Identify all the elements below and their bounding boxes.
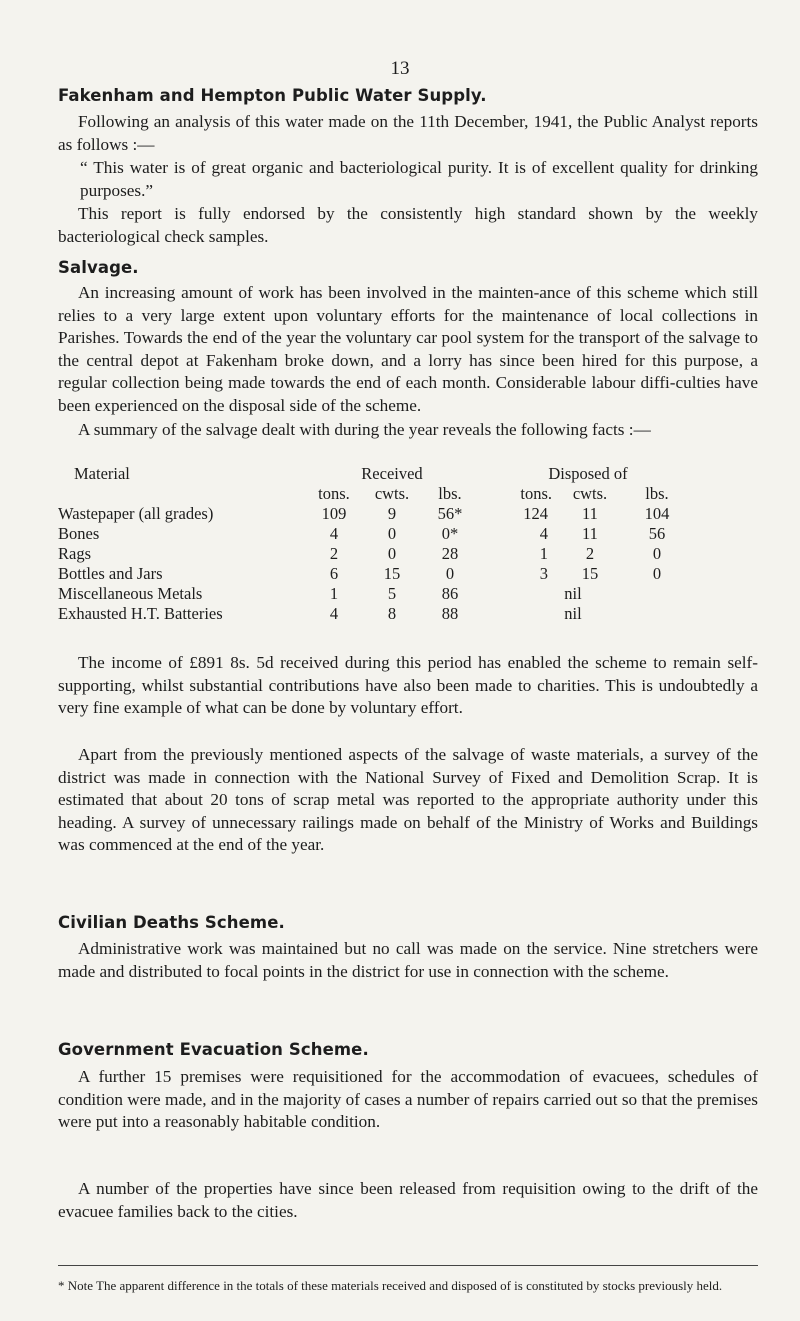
- disposed-cwts-cell: 11: [582, 524, 598, 543]
- received-tons-cell: 1: [329, 584, 339, 603]
- disposed-header: Disposed of: [548, 464, 628, 483]
- material-cell: Exhausted H.T. Batteries: [58, 604, 223, 623]
- disposed-lbs-cell: 0: [652, 544, 662, 563]
- disposed-nil-cell: nil: [564, 604, 582, 623]
- disposed-nil-cell: nil: [564, 584, 582, 603]
- received-lbs-cell: 0*: [441, 524, 459, 543]
- received-lbs-cell: 86: [441, 584, 459, 603]
- received-lbs-cell: 28: [441, 544, 459, 563]
- salvage-paragraph-2: A summary of the salvage dealt with during the year reveals the following facts :—: [78, 420, 651, 439]
- received-tons-cell: 4: [329, 524, 339, 543]
- salvage-paragraph-3: The income of £891 8s. 5d received during this period has enabled the scheme to remain self-supporting, whilst substantial contributions have also been made to charities. This is undoubtedly a very fine example of what can be done by voluntary effort.: [58, 653, 758, 718]
- received-lbs-cell: 0: [445, 564, 455, 583]
- unit-header: cwts.: [374, 484, 410, 503]
- water-supply-paragraph-2: This report is fully endorsed by the consistently high standard shown by the weekly bacteriological check samples.: [58, 204, 758, 246]
- footnote: * Note The apparent difference in the totals of these materials received and disposed of is constituted by stocks previously held.: [58, 1278, 723, 1293]
- disposed-tons-cell: 124: [523, 504, 548, 523]
- unit-header: cwts.: [572, 484, 608, 503]
- table-row: [58, 604, 696, 624]
- water-supply-paragraph-1: Following an analysis of this water made on the 11th December, 1941, the Public Analyst reports as follows :—: [58, 112, 758, 154]
- unit-header: tons.: [318, 484, 350, 503]
- material-cell: Rags: [58, 544, 91, 563]
- material-cell: Wastepaper (all grades): [58, 504, 214, 523]
- disposed-lbs-cell: 56: [648, 524, 666, 543]
- civilian-deaths-heading: Civilian Deaths Scheme.: [58, 913, 285, 932]
- disposed-tons-cell: 3: [539, 564, 548, 583]
- water-supply-heading: Fakenham and Hempton Public Water Supply.: [58, 86, 487, 105]
- evacuation-paragraph-2: A number of the properties have since been released from requisition owing to the drift of the evacuee families back to the cities.: [58, 1179, 758, 1221]
- disposed-cwts-cell: 15: [581, 564, 599, 583]
- material-cell: Bones: [58, 524, 100, 543]
- received-header: Received: [361, 464, 423, 483]
- footnote-divider: [58, 1265, 758, 1266]
- received-cwts-cell: 8: [387, 604, 397, 623]
- disposed-tons-cell: 1: [539, 544, 548, 563]
- received-cwts-cell: 0: [387, 544, 397, 563]
- unit-header: lbs.: [645, 484, 669, 503]
- disposed-cwts-cell: 11: [582, 504, 598, 523]
- page-number: 13: [390, 58, 410, 79]
- analyst-quote: “ This water is of great organic and bacteriological purity. It is of excellent quality for drinking purposes.”: [80, 158, 758, 200]
- evacuation-heading: Government Evacuation Scheme.: [58, 1040, 369, 1059]
- table-row: [58, 544, 696, 564]
- salvage-heading: Salvage.: [58, 258, 139, 277]
- disposed-lbs-cell: 104: [644, 504, 670, 523]
- salvage-paragraph-4: Apart from the previously mentioned aspects of the salvage of waste materials, a survey of the district was made in connection with the National Survey of Fixed and Demolition Scrap. It is estimated that about 20 tons of scrap metal was reported to the appropriate authority under this heading. A survey of unnecessary railings made on behalf of the Ministry of Works and Buildings was commenced at the end of the year.: [58, 745, 758, 855]
- salvage-paragraph-1: An increasing amount of work has been involved in the mainten-ance of this scheme which still relies to a very large extent upon voluntary efforts for the maintenance of local collections in Parishes. Towards the end of the year the voluntary car pool system for the transport of the salvage to the central depot at Fakenham broke down, and a lorry has since been hired for this purpose, a regular collection being made towards the end of each month. Considerable labour diffi-culties have been experienced on the disposal side of the scheme.: [58, 283, 758, 415]
- table-row: [58, 564, 696, 584]
- received-cwts-cell: 15: [383, 564, 401, 583]
- material-header: Material: [74, 464, 130, 483]
- material-cell: Bottles and Jars: [58, 564, 163, 583]
- civilian-deaths-paragraph: Administrative work was maintained but no call was made on the service. Nine stretchers were made and distributed to focal points in the district for use in connection with the scheme.: [58, 939, 758, 981]
- received-cwts-cell: 5: [387, 584, 397, 603]
- received-lbs-cell: 88: [441, 604, 459, 623]
- received-lbs-cell: 56*: [437, 504, 463, 523]
- received-cwts-cell: 0: [387, 524, 397, 543]
- disposed-tons-cell: 4: [539, 524, 548, 543]
- salvage-table: [58, 464, 696, 624]
- received-tons-cell: 4: [329, 604, 339, 623]
- received-tons-cell: 2: [329, 544, 339, 563]
- table-row: [58, 504, 696, 524]
- received-cwts-cell: 9: [387, 504, 397, 523]
- table-row: [58, 584, 696, 604]
- table-row: [58, 524, 696, 544]
- received-tons-cell: 109: [321, 504, 347, 523]
- unit-header: tons.: [520, 484, 552, 503]
- disposed-cwts-cell: 2: [585, 544, 595, 563]
- received-tons-cell: 6: [329, 564, 339, 583]
- disposed-lbs-cell: 0: [652, 564, 662, 583]
- unit-header: lbs.: [438, 484, 462, 503]
- evacuation-paragraph-1: A further 15 premises were requisitioned for the accommodation of evacuees, schedules of condition were made, and in the majority of cases a number of repairs carried out so that the premises were put into a reasonably habitable condition.: [58, 1067, 758, 1132]
- material-cell: Miscellaneous Metals: [58, 584, 203, 603]
